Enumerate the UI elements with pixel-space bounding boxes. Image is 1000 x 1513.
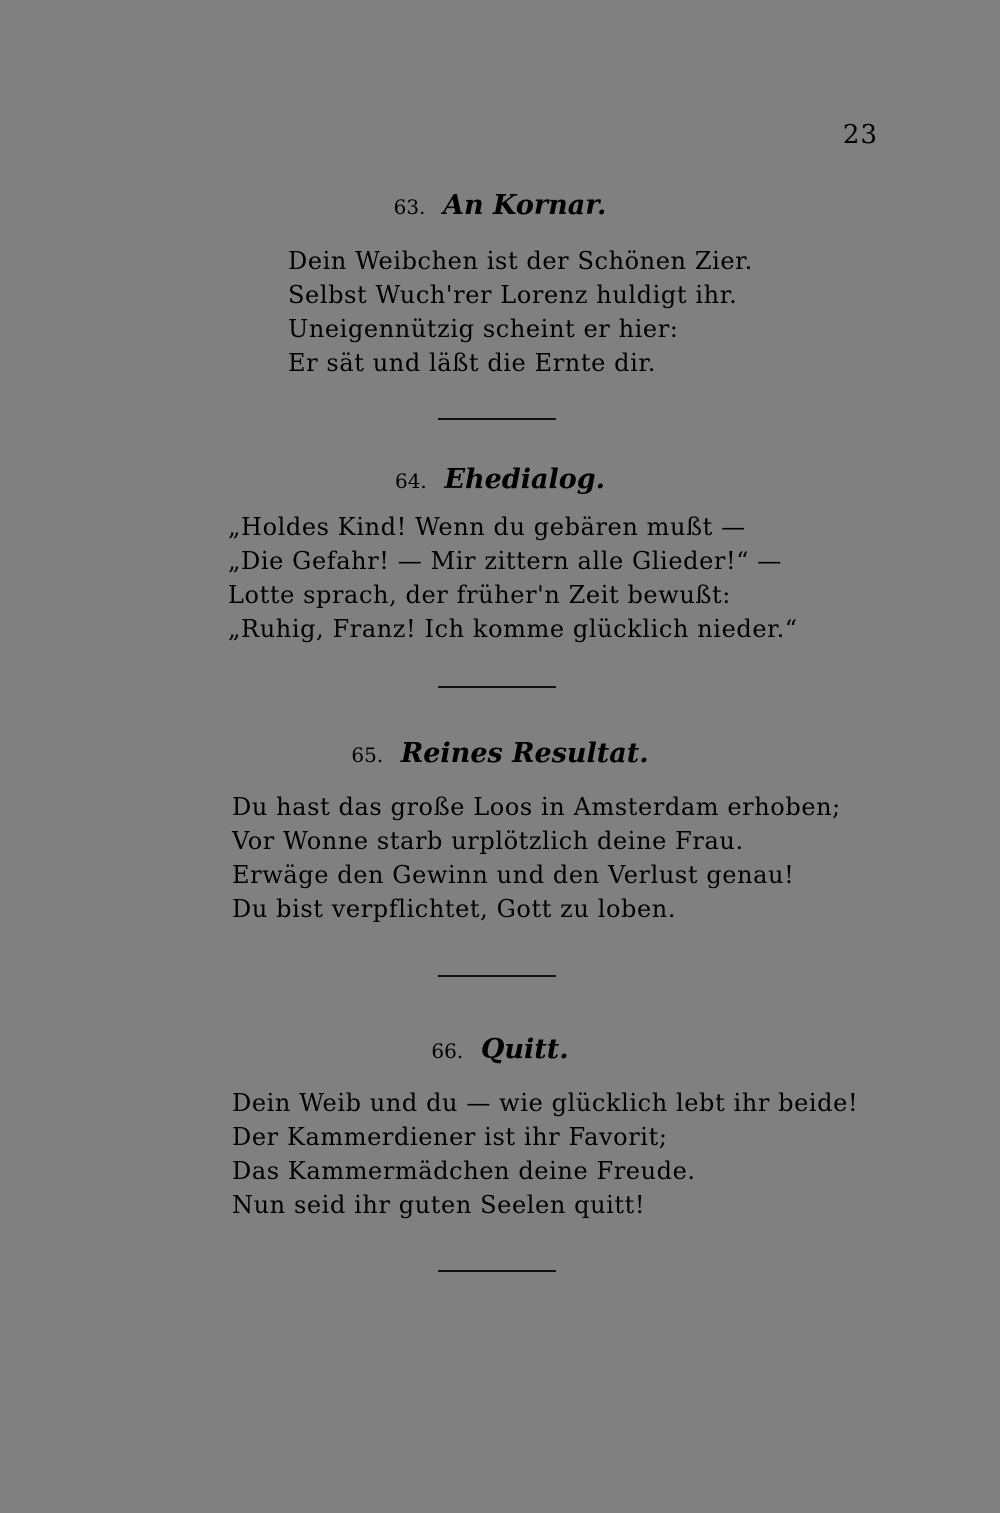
poem-line: Dein Weibchen ist der Schönen Zier. [288, 247, 753, 275]
poem-line: Nun seid ihr guten Seelen quitt! [232, 1191, 646, 1219]
poem-line: Erwäge den Gewinn und den Verlust genau! [232, 861, 795, 889]
poem-heading: Quitt. [480, 1034, 569, 1065]
page-number: 23 [842, 120, 878, 150]
poem-line: Selbst Wuch'rer Lorenz huldigt ihr. [288, 281, 738, 309]
poem-title [0, 1034, 1000, 1065]
poem-line: „Die Gefahr! — Mir zittern alle Glieder!“ — [228, 547, 782, 575]
separator-rule [438, 1270, 556, 1272]
poem-heading: Ehedialog. [444, 464, 606, 495]
poem-number: 63. [393, 195, 426, 219]
poem-title [0, 464, 1000, 495]
poem-number: 64. [394, 469, 427, 493]
poem-line: „Holdes Kind! Wenn du gebären mußt — [228, 513, 746, 541]
separator-rule [438, 418, 556, 420]
poem-line: Uneigennützig scheint er hier: [288, 315, 679, 343]
poem-line: Du hast das große Loos in Amsterdam erhoben; [232, 793, 841, 821]
poem-title [0, 738, 1000, 769]
poem-line: „Ruhig, Franz! Ich komme glücklich nieder.“ [228, 615, 798, 643]
poem-line: Du bist verpflichtet, Gott zu loben. [232, 895, 677, 923]
poem-line: Er sät und läßt die Ernte dir. [288, 349, 657, 377]
poem-stanza [232, 1086, 858, 1222]
poem-stanza [228, 510, 798, 646]
poem-line: Das Kammermädchen deine Freude. [232, 1157, 696, 1185]
poem-heading: An Kornar. [443, 190, 607, 221]
separator-rule [438, 975, 556, 977]
poem-line: Der Kammerdiener ist ihr Favorit; [232, 1123, 668, 1151]
poem-number: 66. [431, 1039, 464, 1063]
poem-line: Dein Weib und du — wie glücklich lebt ihr beide! [232, 1089, 859, 1117]
poem-line: Lotte sprach, der früher'n Zeit bewußt: [228, 581, 731, 609]
poem-heading: Reines Resultat. [400, 738, 649, 769]
poem-title [0, 190, 1000, 221]
poem-stanza [232, 790, 841, 926]
separator-rule [438, 686, 556, 688]
poem-number: 65. [351, 743, 384, 767]
poem-stanza [288, 244, 753, 380]
poem-line: Vor Wonne starb urplötzlich deine Frau. [232, 827, 744, 855]
